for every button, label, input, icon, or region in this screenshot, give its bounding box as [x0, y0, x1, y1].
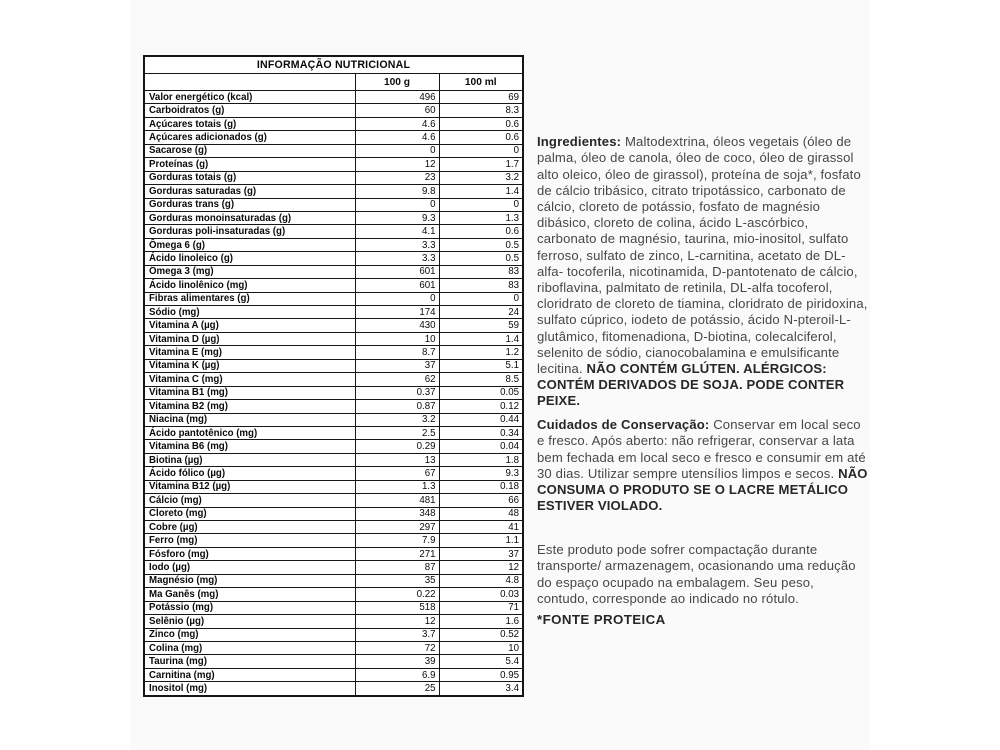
value-100g: 2.5	[355, 426, 439, 439]
value-100ml: 0.04	[439, 440, 523, 453]
nutrition-table	[143, 55, 524, 697]
table-row	[144, 346, 523, 359]
row-label: Cobre (µg)	[144, 521, 355, 534]
column-header-100g: 100 g	[355, 74, 439, 91]
row-label: Magnésio (mg)	[144, 574, 355, 587]
column-header-100ml: 100 ml	[439, 74, 523, 91]
table-row	[144, 682, 523, 696]
row-label: Vitamina E (mg)	[144, 346, 355, 359]
value-100g: 7.9	[355, 534, 439, 547]
value-100ml: 83	[439, 265, 523, 278]
table-row	[144, 238, 523, 251]
value-100g: 35	[355, 574, 439, 587]
seal-warning: NÃO CONSUMA O PRODUTO SE O LACRE METÁLICO ESTIVER VIOLADO.	[537, 465, 868, 514]
value-100g: 430	[355, 319, 439, 332]
row-label: Potássio (mg)	[144, 601, 355, 614]
value-100g: 601	[355, 265, 439, 278]
table-row	[144, 480, 523, 493]
table-row	[144, 131, 523, 144]
row-label: Fibras alimentares (g)	[144, 292, 355, 305]
value-100g: 0.29	[355, 440, 439, 453]
table-row	[144, 359, 523, 372]
value-100ml: 48	[439, 507, 523, 520]
value-100g: 10	[355, 332, 439, 345]
row-label: Ácido pantotênico (mg)	[144, 426, 355, 439]
table-row	[144, 588, 523, 601]
value-100ml: 66	[439, 494, 523, 507]
value-100g: 12	[355, 615, 439, 628]
row-label: Fósforo (mg)	[144, 547, 355, 560]
table-row	[144, 507, 523, 520]
row-label: Vitamina A (µg)	[144, 319, 355, 332]
row-label: Cálcio (mg)	[144, 494, 355, 507]
table-row	[144, 117, 523, 130]
value-100ml: 0.95	[439, 668, 523, 681]
ingredients-paragraph	[537, 134, 868, 409]
ingredients-body: Maltodextrina, óleos vegetais (óleo de palma, óleo de canola, óleo de coco, óleo de girassol alto oleico, óleo de girassol), proteína de soja*, fosfato de cálcio tribásico, citrato tripotássico, carbonato de cálcio, cloreto de potássio, fosfato de magnésio dibásico, cloreto de colina, ácido L-ascórbico, carbonato de magnésio, taurina, mio-inositol, sulfato ferroso, sulfato de zinco, L-carnitina, acetato de DL-alfa- tocoferila, nicotinamida, D-pantotenato de cálcio, riboflavina, palmitato de retinila, DL-alfa tocoferol, cloridrato de cloreto de tiamina, cloridrato de piridoxina, sulfato cúprico, iodeto de potássio, ácido N-pteroil-L-glutâmico, fitomenadiona, D-biotina, colecalciferol, selenito de sódio, cianocobalamina e emulsificante lecitina.	[537, 134, 868, 376]
table-row	[144, 198, 523, 211]
table-row	[144, 400, 523, 413]
value-100ml: 37	[439, 547, 523, 560]
row-label: Colina (mg)	[144, 641, 355, 654]
row-label: Sacarose (g)	[144, 144, 355, 157]
value-100ml: 24	[439, 306, 523, 319]
value-100ml: 1.3	[439, 211, 523, 224]
table-row	[144, 332, 523, 345]
table-row	[144, 601, 523, 614]
row-label: Selênio (µg)	[144, 615, 355, 628]
value-100g: 297	[355, 521, 439, 534]
row-label: Vitamina K (µg)	[144, 359, 355, 372]
value-100ml: 0.44	[439, 413, 523, 426]
row-label: Gorduras monoinsaturadas (g)	[144, 211, 355, 224]
value-100ml: 0	[439, 292, 523, 305]
value-100ml: 69	[439, 91, 523, 104]
value-100ml: 0.6	[439, 117, 523, 130]
table-title: INFORMAÇÃO NUTRICIONAL	[144, 56, 523, 74]
value-100g: 9.3	[355, 211, 439, 224]
table-row	[144, 628, 523, 641]
table-row	[144, 319, 523, 332]
table-row	[144, 574, 523, 587]
table-row	[144, 534, 523, 547]
value-100g: 4.6	[355, 117, 439, 130]
value-100g: 4.6	[355, 131, 439, 144]
value-100ml: 0.12	[439, 400, 523, 413]
value-100g: 8.7	[355, 346, 439, 359]
value-100ml: 41	[439, 521, 523, 534]
value-100ml: 0.18	[439, 480, 523, 493]
value-100ml: 0.52	[439, 628, 523, 641]
row-label: Gorduras totais (g)	[144, 171, 355, 184]
table-title-row	[144, 56, 523, 74]
table-row	[144, 292, 523, 305]
row-label: Açúcares totais (g)	[144, 117, 355, 130]
table-row	[144, 413, 523, 426]
row-label: Vitamina D (µg)	[144, 332, 355, 345]
conservation-heading: Cuidados de Conservação:	[537, 417, 710, 433]
value-100g: 0	[355, 292, 439, 305]
value-100ml: 83	[439, 279, 523, 292]
protein-source-footnote: *FONTE PROTEICA	[537, 612, 666, 628]
row-label: Vitamina B1 (mg)	[144, 386, 355, 399]
value-100g: 37	[355, 359, 439, 372]
value-100ml: 0.34	[439, 426, 523, 439]
table-row	[144, 641, 523, 654]
row-label: Inositol (mg)	[144, 682, 355, 696]
row-label: Ácido linolênico (mg)	[144, 279, 355, 292]
value-100ml: 1.6	[439, 615, 523, 628]
table-row	[144, 440, 523, 453]
value-100ml: 0.5	[439, 252, 523, 265]
row-label: Vitamina C (mg)	[144, 373, 355, 386]
table-row	[144, 211, 523, 224]
table-row	[144, 91, 523, 104]
conservation-body: Conservar em local seco e fresco. Após aberto: não refrigerar, conservar a lata bem fechada em local seco e fresco e consumir em até 30 dias. Utilizar sempre utensílios limpos e secos.	[537, 417, 866, 481]
row-label: Taurina (mg)	[144, 655, 355, 668]
row-label: Ma Ganês (mg)	[144, 588, 355, 601]
row-label: Zinco (mg)	[144, 628, 355, 641]
row-label: Ômega 6 (g)	[144, 238, 355, 251]
value-100g: 13	[355, 453, 439, 466]
value-100ml: 1.2	[439, 346, 523, 359]
value-100ml: 9.3	[439, 467, 523, 480]
table-row	[144, 561, 523, 574]
table-row	[144, 104, 523, 117]
value-100g: 0.37	[355, 386, 439, 399]
value-100ml: 5.1	[439, 359, 523, 372]
value-100g: 3.3	[355, 238, 439, 251]
value-100g: 271	[355, 547, 439, 560]
value-100g: 518	[355, 601, 439, 614]
table-row	[144, 453, 523, 466]
value-100ml: 12	[439, 561, 523, 574]
table-row	[144, 225, 523, 238]
value-100g: 348	[355, 507, 439, 520]
row-label: Niacina (mg)	[144, 413, 355, 426]
value-100g: 3.7	[355, 628, 439, 641]
table-row	[144, 306, 523, 319]
row-label: Vitamina B2 (mg)	[144, 400, 355, 413]
row-label: Ômega 3 (mg)	[144, 265, 355, 278]
value-100g: 72	[355, 641, 439, 654]
table-row	[144, 668, 523, 681]
table-row	[144, 265, 523, 278]
value-100ml: 59	[439, 319, 523, 332]
table-row	[144, 547, 523, 560]
value-100ml: 3.2	[439, 171, 523, 184]
value-100ml: 1.1	[439, 534, 523, 547]
table-row	[144, 655, 523, 668]
value-100g: 601	[355, 279, 439, 292]
row-label: Biotina (µg)	[144, 453, 355, 466]
value-100g: 174	[355, 306, 439, 319]
ingredients-heading: Ingredientes:	[537, 134, 622, 150]
row-label: Valor energético (kcal)	[144, 91, 355, 104]
value-100g: 3.2	[355, 413, 439, 426]
row-label: Gorduras poli-insaturadas (g)	[144, 225, 355, 238]
value-100g: 67	[355, 467, 439, 480]
conservation-paragraph	[537, 417, 868, 514]
value-100g: 0.87	[355, 400, 439, 413]
table-row	[144, 144, 523, 157]
value-100ml: 0.5	[439, 238, 523, 251]
value-100ml: 0.6	[439, 131, 523, 144]
value-100ml: 8.5	[439, 373, 523, 386]
value-100g: 3.3	[355, 252, 439, 265]
row-label: Gorduras trans (g)	[144, 198, 355, 211]
value-100g: 481	[355, 494, 439, 507]
value-100g: 12	[355, 158, 439, 171]
nutrition-table-body	[144, 91, 523, 696]
table-row	[144, 279, 523, 292]
value-100ml: 71	[439, 601, 523, 614]
row-label: Ferro (mg)	[144, 534, 355, 547]
value-100ml: 0.05	[439, 386, 523, 399]
table-row	[144, 171, 523, 184]
value-100g: 9.8	[355, 185, 439, 198]
value-100g: 39	[355, 655, 439, 668]
row-label: Iodo (µg)	[144, 561, 355, 574]
value-100ml: 0	[439, 198, 523, 211]
table-header-row	[144, 74, 523, 91]
value-100g: 23	[355, 171, 439, 184]
value-100ml: 1.4	[439, 185, 523, 198]
table-row	[144, 373, 523, 386]
value-100ml: 10	[439, 641, 523, 654]
value-100ml: 1.8	[439, 453, 523, 466]
row-label: Ácido linoleico (g)	[144, 252, 355, 265]
compaction-note: Este produto pode sofrer compactação durante transporte/ armazenagem, ocasionando uma redução do espaço ocupado na embalagem. Seu peso, contudo, corresponde ao indicado no rótulo.	[537, 542, 856, 606]
value-100g: 87	[355, 561, 439, 574]
value-100ml: 5.4	[439, 655, 523, 668]
table-row	[144, 615, 523, 628]
value-100ml: 3.4	[439, 682, 523, 696]
row-label: Gorduras saturadas (g)	[144, 185, 355, 198]
table-row	[144, 521, 523, 534]
value-100ml: 1.7	[439, 158, 523, 171]
value-100g: 496	[355, 91, 439, 104]
row-label: Carboidratos (g)	[144, 104, 355, 117]
value-100ml: 4.8	[439, 574, 523, 587]
row-label: Ácido fólico (µg)	[144, 467, 355, 480]
value-100ml: 1.4	[439, 332, 523, 345]
table-row	[144, 386, 523, 399]
value-100g: 25	[355, 682, 439, 696]
row-label: Vitamina B12 (µg)	[144, 480, 355, 493]
value-100ml: 0.03	[439, 588, 523, 601]
table-row	[144, 426, 523, 439]
table-row	[144, 252, 523, 265]
value-100ml: 0.6	[439, 225, 523, 238]
value-100g: 62	[355, 373, 439, 386]
table-row	[144, 185, 523, 198]
table-row	[144, 158, 523, 171]
value-100g: 0	[355, 144, 439, 157]
value-100g: 0.22	[355, 588, 439, 601]
row-label: Vitamina B6 (mg)	[144, 440, 355, 453]
row-label: Sódio (mg)	[144, 306, 355, 319]
value-100g: 0	[355, 198, 439, 211]
allergen-warning: NÃO CONTÉM GLÚTEN. ALÉRGICOS: CONTÉM DERIVADOS DE SOJA. PODE CONTER PEIXE.	[537, 360, 845, 409]
value-100ml: 8.3	[439, 104, 523, 117]
header-empty-cell	[144, 74, 355, 91]
row-label: Cloreto (mg)	[144, 507, 355, 520]
value-100g: 1.3	[355, 480, 439, 493]
row-label: Açúcares adicionados (g)	[144, 131, 355, 144]
value-100g: 6.9	[355, 668, 439, 681]
row-label: Proteínas (g)	[144, 158, 355, 171]
table-row	[144, 467, 523, 480]
value-100ml: 0	[439, 144, 523, 157]
value-100g: 4.1	[355, 225, 439, 238]
row-label: Carnitina (mg)	[144, 668, 355, 681]
table-row	[144, 494, 523, 507]
value-100g: 60	[355, 104, 439, 117]
